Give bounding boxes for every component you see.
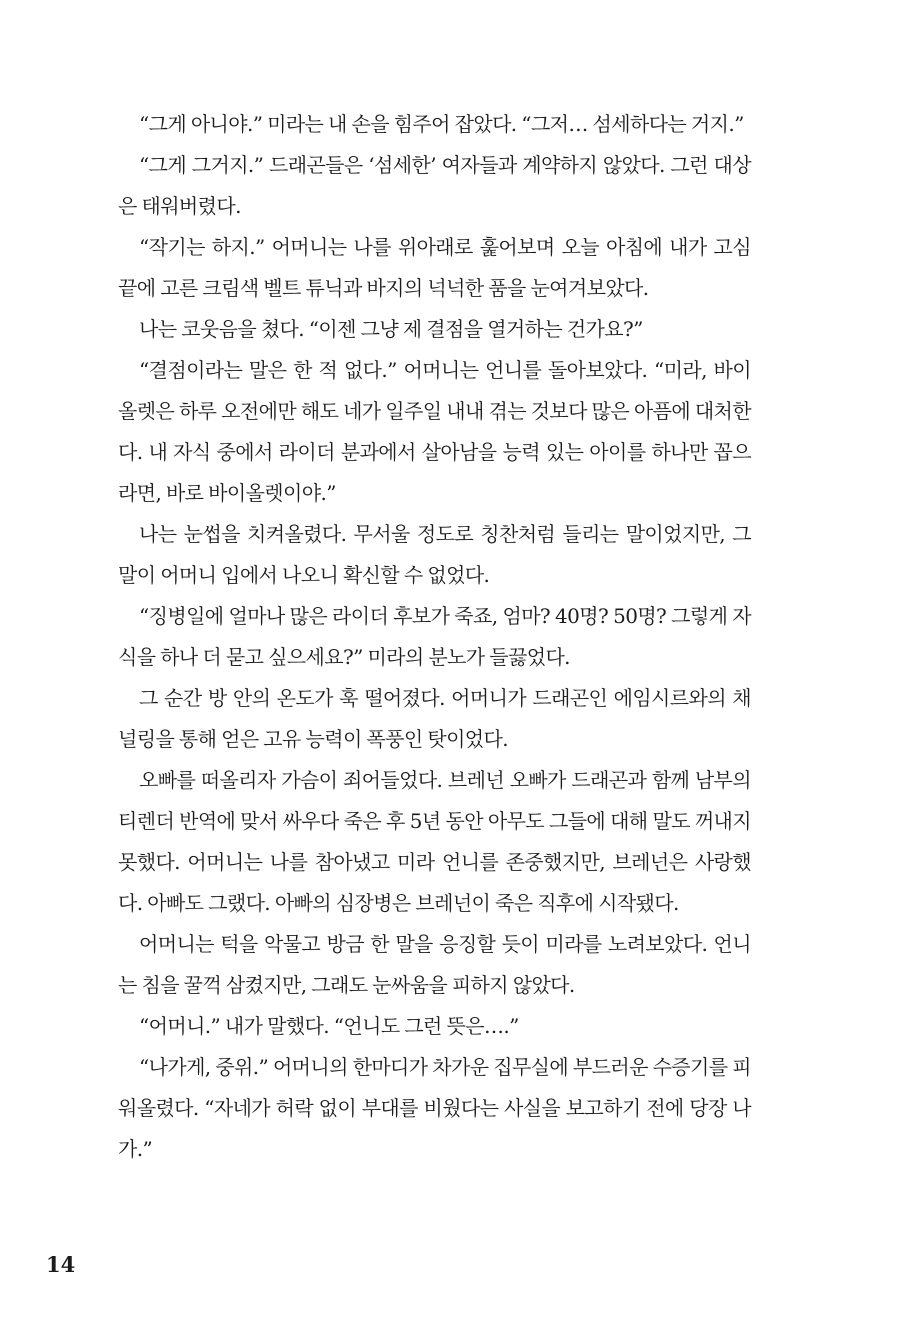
paragraph: 오빠를 떠올리자 가슴이 죄어들었다. 브레넌 오빠가 드래곤과 함께 남부의 티렌더 반역에 맞서 싸우다 죽은 후 5년 동안 아무도 그들에 대해 말도 꺼내지 못했다. 어머니는 나를 참아냈고 미라 언니를 존중했지만, 브레넌은 사랑했다. 아빠도 그랬다. 아빠의 심장병은 브레넌이 죽은 직후에 시작됐다. — [118, 768, 751, 915]
paragraph: “결점이라는 말은 한 적 없다.” 어머니는 언니를 돌아보았다. “미라, 바이올렛은 하루 오전에만 해도 네가 일주일 내내 겪는 것보다 많은 아픔에 대처한다. 내 자식 중에서 라이더 분과에서 살아남을 능력 있는 아이를 하나만 꼽으라면, 바로 바이올렛이야.” — [118, 358, 751, 505]
paragraph: 어머니는 턱을 악물고 방금 한 말을 응징할 듯이 미라를 노려보았다. 언니는 침을 꿀꺽 삼켰지만, 그래도 눈싸움을 피하지 않았다. — [118, 932, 751, 997]
page-number: 14 — [46, 1252, 76, 1277]
paragraph: “어머니.” 내가 말했다. “언니도 그런 뜻은….” — [139, 1014, 519, 1038]
paragraph: 나는 코웃음을 쳤다. “이젠 그냥 제 결점을 열거하는 건가요?” — [139, 317, 643, 341]
page-body — [118, 104, 751, 1170]
paragraph: “그게 그거지.” 드래곤들은 ‘섬세한’ 여자들과 계약하지 않았다. 그런 대상은 태워버렸다. — [118, 153, 751, 218]
paragraph: “그게 아니야.” 미라는 내 손을 힘주어 잡았다. “그저… 섬세하다는 거지.” — [139, 112, 744, 136]
paragraph: “징병일에 얼마나 많은 라이더 후보가 죽죠, 엄마? 40명? 50명? 그렇게 자식을 하나 더 묻고 싶으세요?” 미라의 분노가 들끓었다. — [118, 604, 751, 669]
paragraph: “작기는 하지.” 어머니는 나를 위아래로 훑어보며 오늘 아침에 내가 고심 끝에 고른 크림색 벨트 튜닉과 바지의 넉넉한 품을 눈여겨보았다. — [118, 235, 751, 300]
paragraph: 그 순간 방 안의 온도가 훅 떨어졌다. 어머니가 드래곤인 에임시르와의 채널링을 통해 얻은 고유 능력이 폭풍인 탓이었다. — [118, 686, 751, 751]
paragraph: 나는 눈썹을 치켜올렸다. 무서울 정도로 칭찬처럼 들리는 말이었지만, 그 말이 어머니 입에서 나오니 확신할 수 없었다. — [118, 522, 751, 587]
paragraph: “나가게, 중위.” 어머니의 한마디가 차가운 집무실에 부드러운 수증기를 피워올렸다. “자네가 허락 없이 부대를 비웠다는 사실을 보고하기 전에 당장 나가.” — [118, 1055, 751, 1161]
